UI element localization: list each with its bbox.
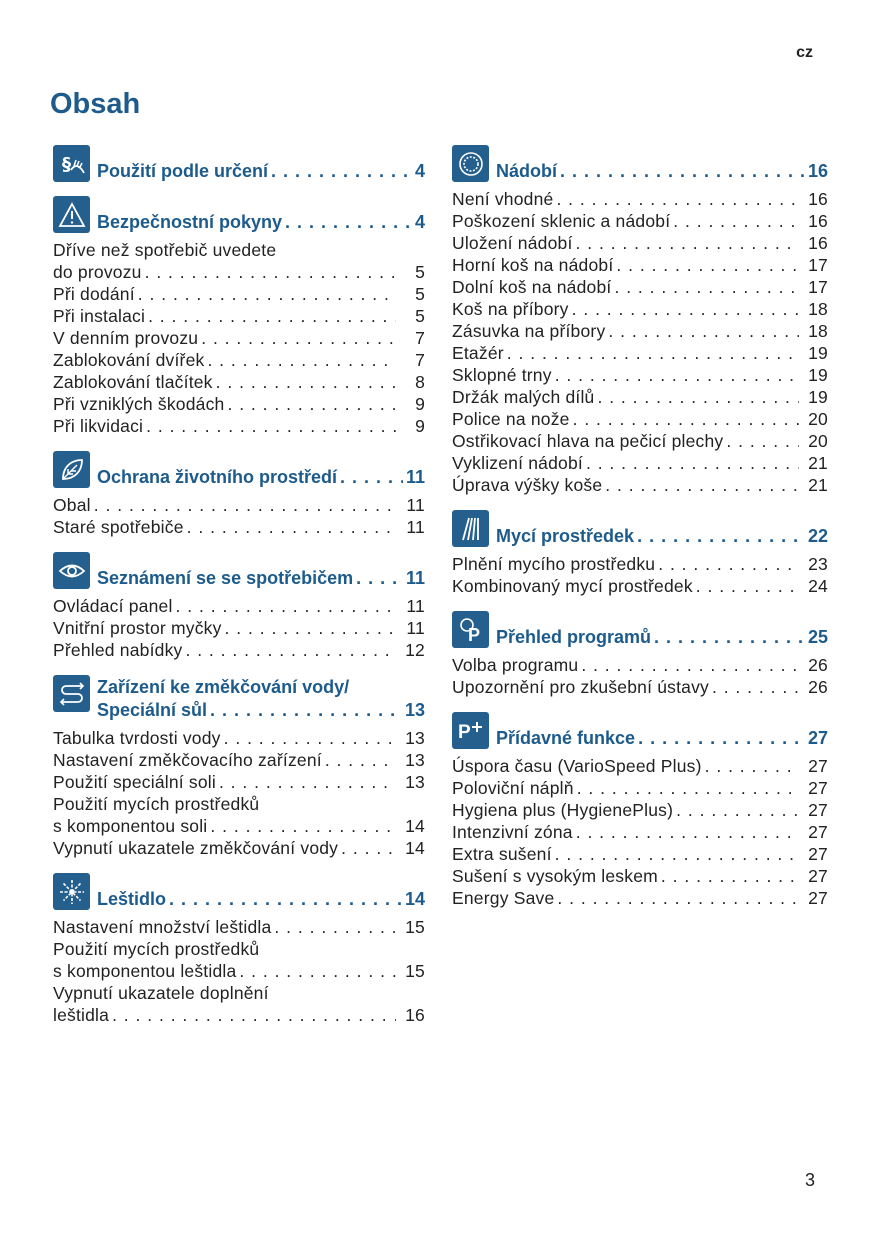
entry-page: 21 (808, 475, 828, 495)
entry-page: 5 (415, 284, 425, 304)
dot-leader (187, 516, 396, 538)
toc-entry[interactable] (452, 386, 828, 408)
toc-entry[interactable] (53, 327, 425, 349)
dot-leader (207, 349, 396, 371)
entry-label: Police na nože (452, 409, 570, 429)
dot-leader (637, 525, 805, 547)
entry-label-line1: Použití mycích prostředků (53, 939, 260, 959)
toc-entry[interactable] (452, 755, 828, 777)
section-page: 25 (807, 627, 828, 647)
dot-leader (726, 430, 799, 452)
entry-label: Při vzniklých škodách (53, 394, 225, 414)
section-heading[interactable] (53, 675, 425, 721)
section-title: Bezpečnostní pokyny (97, 212, 283, 232)
entry-label-line1: Vypnutí ukazatele doplnění (53, 983, 269, 1003)
entry-page: 5 (415, 306, 425, 326)
entry-label: Vyklizení nádobí (452, 453, 583, 473)
dot-leader (658, 553, 799, 575)
page-title: Obsah (50, 88, 141, 120)
dot-leader (572, 298, 799, 320)
entry-label: Plnění mycího prostředku (452, 554, 656, 574)
dot-leader (148, 305, 396, 327)
section-page: 13 (404, 700, 425, 720)
toc-section-safety (53, 196, 425, 437)
toc-entry[interactable] (452, 887, 828, 909)
dot-leader (576, 232, 799, 254)
entry-page: 23 (808, 554, 828, 574)
entry-label: Energy Save (452, 888, 555, 908)
section-heading[interactable] (53, 873, 425, 910)
toc-entry[interactable] (452, 210, 828, 232)
toc-entry[interactable] (452, 474, 828, 496)
entry-page: 5 (415, 262, 425, 282)
toc-entry[interactable] (452, 654, 828, 676)
section-title: Nádobí (496, 161, 557, 181)
dot-leader (169, 888, 402, 910)
entry-label: Přehled nabídky (53, 640, 183, 660)
entry-label: Koš na příbory (452, 299, 569, 319)
toc-entry[interactable] (53, 749, 425, 771)
entry-page: 15 (405, 917, 425, 937)
entry-page: 26 (808, 655, 828, 675)
toc-entry[interactable] (452, 298, 828, 320)
entry-label-line1: Použití mycích prostředků (53, 794, 260, 814)
toc-section-dishes (452, 145, 828, 496)
entry-label: Sušení s vysokým leskem (452, 866, 658, 886)
entry-page: 20 (808, 431, 828, 451)
toc-entry[interactable] (53, 283, 425, 305)
toc-entry[interactable] (452, 408, 828, 430)
section-heading[interactable] (452, 510, 828, 547)
entry-label: Sklopné trny (452, 365, 552, 385)
section-title: Přehled programů (496, 627, 652, 647)
entry-page: 24 (808, 576, 828, 596)
toc-entry[interactable] (53, 771, 425, 793)
dot-leader (556, 188, 799, 210)
entry-page: 27 (808, 888, 828, 908)
section-page: 11 (405, 467, 425, 487)
section-title: Použití podle určení (97, 161, 269, 181)
entry-label: Ostřikovací hlava na pečicí plechy (452, 431, 724, 451)
section-heading[interactable] (452, 712, 828, 749)
toc-entry[interactable] (53, 639, 425, 661)
section-title: Přídavné funkce (496, 728, 636, 748)
dot-leader (239, 960, 396, 982)
entry-page: 16 (808, 233, 828, 253)
entry-label: Tabulka tvrdosti vody (53, 728, 221, 748)
svg-text:§: § (61, 153, 71, 175)
entry-page: 27 (808, 822, 828, 842)
entry-page: 21 (808, 453, 828, 473)
section-title-line1: Zařízení ke změkčování vody/ (97, 677, 350, 697)
toc-section-detergent (452, 510, 828, 597)
toc-entry[interactable] (452, 777, 828, 799)
entry-page: 11 (406, 596, 425, 616)
toc-entry[interactable] (452, 553, 828, 575)
entry-page: 7 (415, 350, 425, 370)
entry-page: 27 (808, 778, 828, 798)
leaf-icon (53, 451, 90, 488)
entry-label: Úspora času (VarioSpeed Plus) (452, 756, 702, 776)
plate-icon (452, 145, 489, 182)
warning-icon (53, 196, 90, 233)
entry-label: Poloviční náplň (452, 778, 574, 798)
dot-leader (605, 474, 799, 496)
svg-text:P: P (457, 721, 471, 743)
toc-section-environment (53, 451, 425, 538)
dot-leader (224, 727, 396, 749)
toc-entry[interactable] (452, 799, 828, 821)
entry-page: 14 (405, 816, 425, 836)
entry-label: Při dodání (53, 284, 135, 304)
dot-leader (586, 452, 799, 474)
section-page: 22 (807, 526, 828, 546)
dot-leader (210, 699, 402, 721)
entry-label-line2: s komponentou leštidla (53, 961, 237, 981)
entry-label: Úprava výšky koše (452, 475, 603, 495)
dot-leader (112, 1004, 396, 1026)
entry-label: Kombinovaný mycí prostředek (452, 576, 693, 596)
entry-label: Volba programu (452, 655, 579, 675)
entry-label-line2: do provozu (53, 262, 142, 282)
toc-entry[interactable] (452, 232, 828, 254)
entry-label: Držák malých dílů (452, 387, 595, 407)
eye-icon (53, 552, 90, 589)
entry-page: 14 (405, 838, 425, 858)
dot-leader (705, 755, 799, 777)
entry-page: 13 (405, 728, 425, 748)
entry-page: 27 (808, 866, 828, 886)
toc-entry[interactable] (53, 239, 425, 283)
toc-entry[interactable] (53, 595, 425, 617)
toc-entry[interactable] (452, 188, 828, 210)
dot-leader (616, 254, 799, 276)
detergent-icon (452, 510, 489, 547)
dot-leader (176, 595, 396, 617)
entry-label: Není vhodné (452, 189, 554, 209)
dot-leader (577, 777, 799, 799)
dot-leader (225, 617, 396, 639)
toc-section-rinse-aid (53, 873, 425, 1026)
dot-leader (712, 676, 799, 698)
entry-page: 27 (808, 756, 828, 776)
dot-leader (555, 843, 799, 865)
entry-page: 19 (808, 387, 828, 407)
entry-label: Uložení nádobí (452, 233, 573, 253)
toc-left-column (53, 145, 425, 1040)
toc-entry[interactable] (53, 982, 425, 1026)
toc-section-water-softener (53, 675, 425, 859)
dot-leader (555, 364, 799, 386)
dot-leader (638, 727, 805, 749)
section-heading[interactable] (53, 451, 425, 488)
entry-label: Nastavení změkčovacího zařízení (53, 750, 322, 770)
dot-leader (597, 386, 799, 408)
toc-entry[interactable] (53, 727, 425, 749)
entry-label: Etažér (452, 343, 504, 363)
program-icon (452, 611, 489, 648)
section-page: 27 (807, 728, 828, 748)
entry-label: Extra sušení (452, 844, 552, 864)
entry-label: Dolní koš na nádobí (452, 277, 612, 297)
dot-leader (146, 415, 396, 437)
dot-leader (557, 887, 799, 909)
entry-label: Intenzivní zóna (452, 822, 573, 842)
entry-label: Nastavení množství leštidla (53, 917, 272, 937)
section-title-line2: Speciální sůl (97, 700, 208, 720)
toc-entry[interactable] (53, 305, 425, 327)
dot-leader (676, 799, 799, 821)
entry-label: Při likvidaci (53, 416, 144, 436)
entry-label: Vypnutí ukazatele změkčování vody (53, 838, 339, 858)
entry-label: Zablokování tlačítek (53, 372, 213, 392)
entry-label: Ovládací panel (53, 596, 173, 616)
toc-entry[interactable] (53, 916, 425, 938)
entry-page: 9 (415, 394, 425, 414)
dot-leader (138, 283, 396, 305)
dot-leader (210, 815, 396, 837)
dot-leader (673, 210, 799, 232)
dot-leader (145, 261, 396, 283)
toc-entry[interactable] (452, 320, 828, 342)
entry-label-line1: Dříve než spotřebič uvedete (53, 240, 277, 260)
dot-leader (581, 654, 799, 676)
entry-page: 16 (405, 1005, 425, 1025)
dot-leader (608, 320, 799, 342)
toc-entry[interactable] (53, 793, 425, 837)
toc-entry[interactable] (53, 938, 425, 982)
entry-page: 16 (808, 189, 828, 209)
toc-section-programs (452, 611, 828, 698)
entry-page: 19 (808, 365, 828, 385)
additional-functions-icon (452, 712, 489, 749)
entry-label: Horní koš na nádobí (452, 255, 614, 275)
entry-page: 13 (405, 750, 425, 770)
entry-page: 18 (808, 299, 828, 319)
section-page: 4 (414, 161, 425, 181)
dot-leader (325, 749, 396, 771)
sparkle-icon (53, 873, 90, 910)
toc-entry[interactable] (452, 575, 828, 597)
toc-entry[interactable] (452, 276, 828, 298)
section-heading[interactable] (452, 611, 828, 648)
dot-leader (661, 865, 799, 887)
section-page: 14 (404, 889, 425, 909)
dot-leader (356, 567, 403, 589)
page-number: 3 (804, 1170, 815, 1190)
dot-leader (341, 837, 396, 859)
entry-page: 15 (405, 961, 425, 981)
toc-entry[interactable] (452, 676, 828, 698)
section-page: 16 (807, 161, 828, 181)
entry-label: Zablokování dvířek (53, 350, 205, 370)
dot-leader (560, 160, 805, 182)
entry-label: Při instalaci (53, 306, 146, 326)
toc-entry[interactable] (452, 364, 828, 386)
entry-page: 9 (415, 416, 425, 436)
toc-section-additional-functions (452, 712, 828, 909)
dot-leader (94, 494, 396, 516)
entry-page: 11 (406, 517, 425, 537)
dot-leader (201, 327, 396, 349)
section-heading[interactable] (53, 552, 425, 589)
entry-label: Obal (53, 495, 91, 515)
toc-entry[interactable] (53, 617, 425, 639)
language-code: cz (796, 44, 813, 61)
entry-page: 18 (808, 321, 828, 341)
entry-page: 17 (808, 277, 828, 297)
toc-entry[interactable] (53, 516, 425, 538)
entry-page: 27 (808, 844, 828, 864)
entry-label: Vnitřní prostor myčky (53, 618, 222, 638)
toc-entry[interactable] (53, 393, 425, 415)
entry-label: Hygiena plus (HygienePlus) (452, 800, 674, 820)
dot-leader (285, 211, 412, 233)
entry-page: 8 (415, 372, 425, 392)
entry-label: Zásuvka na příbory (452, 321, 606, 341)
dot-leader (573, 408, 799, 430)
dot-leader (185, 639, 396, 661)
entry-page: 11 (406, 495, 425, 515)
entry-page: 7 (415, 328, 425, 348)
section-title: Mycí prostředek (496, 526, 635, 546)
entry-page: 27 (808, 800, 828, 820)
dot-leader (576, 821, 799, 843)
toc-entry[interactable] (53, 371, 425, 393)
toc-entry[interactable] (452, 452, 828, 474)
toc-entry[interactable] (452, 821, 828, 843)
section-title: Seznámení se se spotřebičem (97, 568, 354, 588)
toc-entry[interactable] (53, 837, 425, 859)
entry-page: 11 (406, 618, 425, 638)
toc-entry[interactable] (452, 254, 828, 276)
section-title: Ochrana životního prostředí (97, 467, 338, 487)
section-page: 11 (405, 568, 425, 588)
toc-entry[interactable] (53, 494, 425, 516)
entry-label: Poškození sklenic a nádobí (452, 211, 671, 231)
section-title: Leštidlo (97, 889, 167, 909)
entry-label-line2: leštidla (53, 1005, 110, 1025)
dot-leader (219, 771, 396, 793)
dot-leader (271, 160, 412, 182)
entry-page: 16 (808, 211, 828, 231)
dot-leader (274, 916, 396, 938)
entry-page: 13 (405, 772, 425, 792)
dot-leader (340, 466, 403, 488)
dot-leader (654, 626, 805, 648)
entry-page: 20 (808, 409, 828, 429)
toc-entry[interactable] (452, 430, 828, 452)
toc-section-intended-use (53, 145, 425, 182)
entry-label: Staré spotřebiče (53, 517, 184, 537)
water-softener-icon (53, 675, 90, 712)
entry-page: 17 (808, 255, 828, 275)
toc-right-column (452, 145, 828, 923)
toc-section-appliance (53, 552, 425, 661)
toc-entry[interactable] (452, 342, 828, 364)
entry-label: Použití speciální soli (53, 772, 216, 792)
section-heading[interactable] (452, 145, 828, 182)
entry-label: V denním provozu (53, 328, 199, 348)
section-page: 4 (414, 212, 425, 232)
dot-leader (227, 393, 396, 415)
dot-leader (696, 575, 799, 597)
toc-entry[interactable] (452, 865, 828, 887)
paragraph-hand-icon (53, 145, 90, 182)
entry-label: Upozornění pro zkušební ústavy (452, 677, 709, 697)
entry-page: 19 (808, 343, 828, 363)
section-heading[interactable] (53, 145, 425, 182)
entry-page: 12 (405, 640, 425, 660)
dot-leader (216, 371, 396, 393)
svg-text:P: P (467, 624, 480, 644)
toc-entry[interactable] (53, 349, 425, 371)
toc-entry[interactable] (452, 843, 828, 865)
dot-leader (614, 276, 799, 298)
entry-page: 26 (808, 677, 828, 697)
section-heading[interactable] (53, 196, 425, 233)
entry-label-line2: s komponentou soli (53, 816, 208, 836)
toc-entry[interactable] (53, 415, 425, 437)
dot-leader (507, 342, 799, 364)
